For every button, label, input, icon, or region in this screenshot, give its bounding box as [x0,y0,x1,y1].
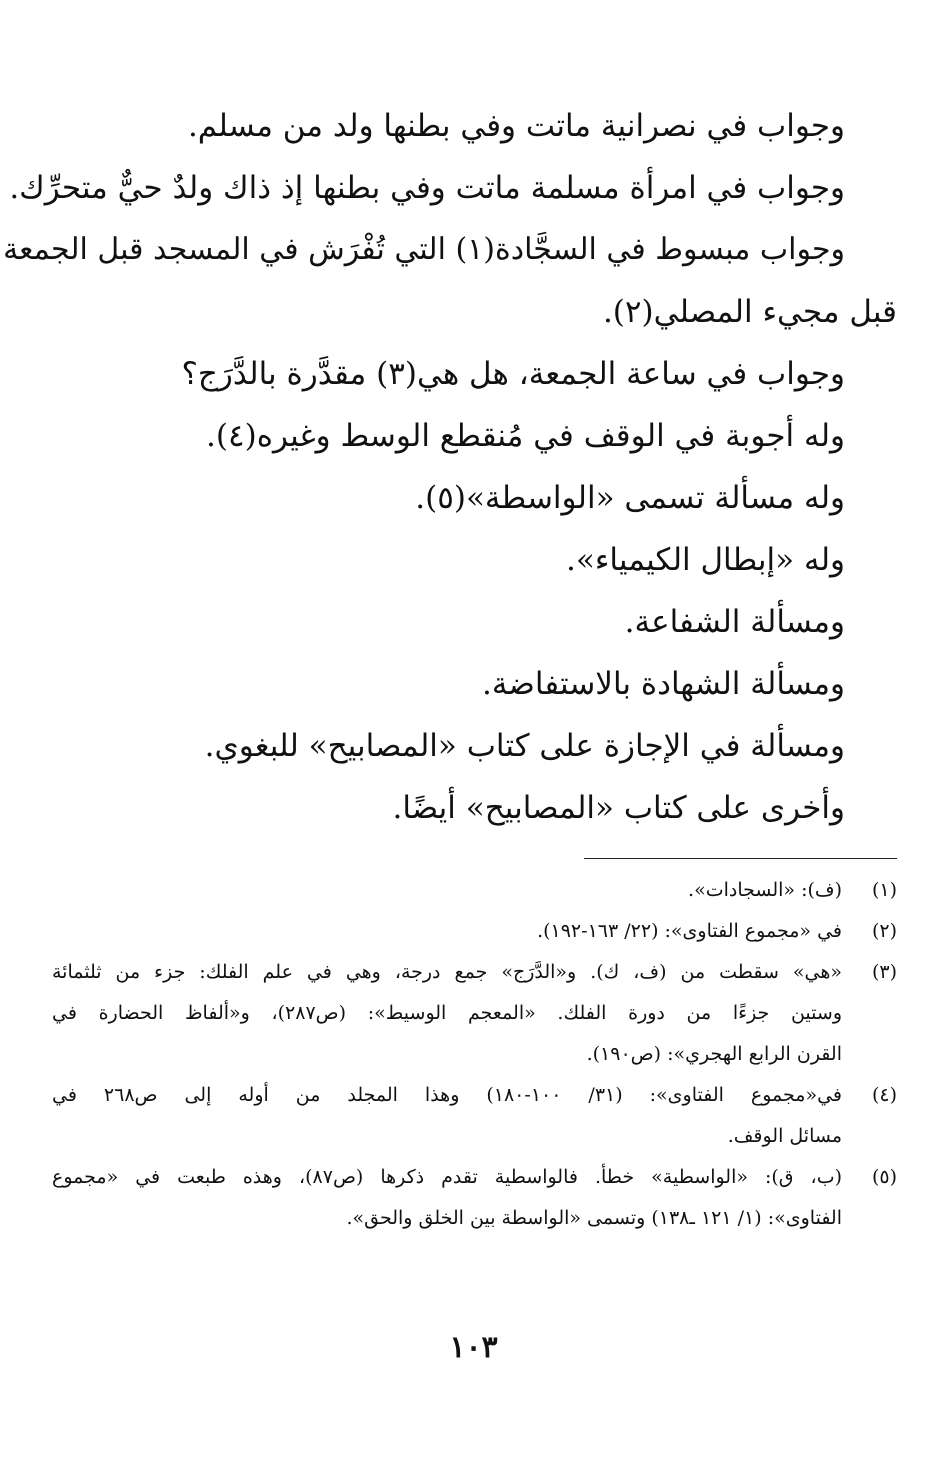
footnote-line: الفتاوى»: (١/ ١٢١ ـ١٣٨) وتسمى «الواسطة بين الخلق والحق». [346,1207,842,1229]
footnote-line: (ب، ق): «الواسطية» خطأ. فالواسطية تقدم ذكرها (ص٨٧)، وهذه طبعت في «مجموع [52,1166,842,1188]
text-line-1: وجواب في نصرانية ماتت وفي بطنها ولد من مسلم. [187,108,845,144]
footnote-4 [52,1075,897,1157]
text-line-6: وله أجوبة في الوقف في مُنقطع الوسط وغيره(٤). [206,418,845,454]
footnote-number: (٣) [871,961,897,983]
footnote-divider [584,858,897,859]
text-line-8: وله «إبطال الكيمياء». [566,542,845,578]
footnote-3 [52,952,897,1075]
footnote-line: في«مجموع الفتاوى»: (٣١/ ١٠٠-١٨٠) وهذا المجلد من أوله إلى ص٢٦٨ في [52,1084,843,1106]
footnotes [52,870,897,1239]
footnote-text [52,1157,842,1239]
footnote-line: (ف): «السجادات». [688,879,842,901]
text-line-4: قبل مجيء المصلي(٢). [602,294,897,330]
footnote-5 [52,1157,897,1239]
footnote-text [52,911,842,952]
footnote-number: (١) [871,879,897,901]
footnote-number: (٤) [871,1084,897,1106]
footnote-1 [52,870,897,911]
text-line-11: ومسألة في الإجازة على كتاب «المصابيح» للبغوي. [204,728,845,764]
footnote-line: «هي» سقطت من (ف، ك). و«الدَّرَج» جمع درجة، وهي في علم الفلك: جزء من ثلثمائة [52,961,842,983]
footnote-line: مسائل الوقف. [727,1125,842,1147]
footnote-text [52,952,842,1075]
footnote-number: (٥) [871,1166,897,1188]
main-text [3,95,897,839]
text-line-3: وجواب مبسوط في السجَّادة(١) التي تُفْرَش في المسجد قبل الجمعة [3,232,845,267]
text-line-9: ومسألة الشفاعة. [624,604,845,640]
footnote-text [52,1075,842,1157]
footnote-line: وستين جزءًا من دورة الفلك. «المعجم الوسيط»: (ص٢٨٧)، و«ألفاظ الحضارة في [52,1002,842,1024]
page-number: ١٠٣ [449,1330,498,1365]
text-line-5: وجواب في ساعة الجمعة، هل هي(٣) مقدَّرة بالدَّرَج؟ [181,356,845,392]
footnote-line: في «مجموع الفتاوى»: (٢٢/ ١٦٣-١٩٢). [537,920,842,942]
text-line-2: وجواب في امرأة مسلمة ماتت وفي بطنها إذ ذاك ولدٌ حيٌّ متحرِّك. [9,170,845,206]
footnote-text [52,870,842,911]
text-line-12: وأخرى على كتاب «المصابيح» أيضًا. [392,790,845,826]
footnote-line: القرن الرابع الهجري»: (ص١٩٠). [586,1043,842,1065]
footnote-2 [52,911,897,952]
text-line-7: وله مسألة تسمى «الواسطة»(٥). [415,480,845,516]
text-line-10: ومسألة الشهادة بالاستفاضة. [482,666,845,702]
footnote-number: (٢) [871,920,897,942]
